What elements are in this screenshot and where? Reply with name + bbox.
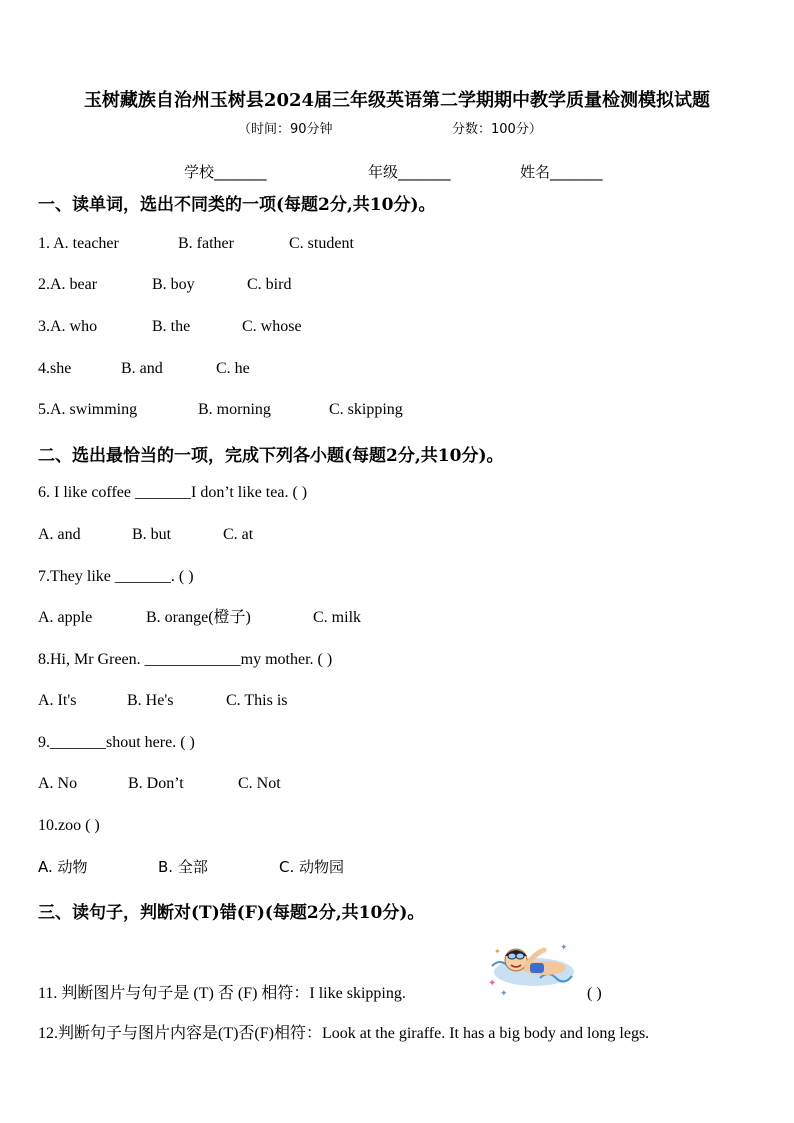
svg-text:✦: ✦ xyxy=(494,947,501,956)
option-b: B. 全部 xyxy=(158,858,208,876)
option-c: C. he xyxy=(216,360,250,377)
question-6-stem: 6. I like coffee _______I don’t like tea. ( ) xyxy=(38,484,308,501)
option-c: C. Not xyxy=(238,775,281,792)
option-a: 5.A. swimming xyxy=(38,401,138,418)
option-c: C. This is xyxy=(226,692,288,709)
option-a: 4.she xyxy=(38,360,72,377)
question-10-stem: 10.zoo ( ) xyxy=(38,817,100,834)
option-a: A. It's xyxy=(38,692,77,709)
school-field: 学校_______ xyxy=(184,163,267,181)
question-7-stem: 7.They like _______. ( ) xyxy=(38,568,194,585)
question-8-stem: 8.Hi, Mr Green. ____________my mother. ( ) xyxy=(38,651,333,668)
option-b: B. and xyxy=(121,360,163,377)
question-12: 12.判断句子与图片内容是(T)否(F)相符：Look at the giraffe. It has a big body and long legs. xyxy=(38,1025,650,1042)
swimming-boy-illustration xyxy=(486,936,576,998)
option-b: B. but xyxy=(132,526,172,543)
option-a: A. No xyxy=(38,775,78,792)
question-9-stem: 9._______shout here. ( ) xyxy=(38,734,195,751)
exam-score: 分数：100分） xyxy=(452,122,542,137)
option-b: B. He's xyxy=(127,692,174,709)
option-c: C. 动物园 xyxy=(279,858,345,876)
option-c: C. whose xyxy=(242,318,302,335)
option-a: 3.A. who xyxy=(38,318,98,335)
grade-field: 年级_______ xyxy=(368,163,451,181)
option-b: B. boy xyxy=(152,276,195,293)
svg-text:✦: ✦ xyxy=(500,988,508,998)
section-2-heading: 二、选出最恰当的一项，完成下列各小题(每题2分,共10分)。 xyxy=(38,446,504,466)
option-c: C. bird xyxy=(247,276,292,293)
option-b: B. Don’t xyxy=(128,775,184,792)
exam-time: （时间：90分钟 xyxy=(238,122,333,137)
option-a: 2.A. bear xyxy=(38,276,98,293)
option-b: B. morning xyxy=(198,401,271,418)
option-a: A. apple xyxy=(38,609,93,626)
option-c: C. student xyxy=(289,235,354,252)
question-11-answer-blank[interactable]: ( ) xyxy=(587,985,602,1002)
section-1-heading: 一、读单词，选出不同类的一项(每题2分,共10分)。 xyxy=(38,195,436,215)
option-b: B. orange(橙子) xyxy=(146,609,251,626)
option-b: B. the xyxy=(152,318,191,335)
option-a: A. 动物 xyxy=(38,858,88,876)
option-c: C. milk xyxy=(313,609,362,626)
option-a: A. and xyxy=(38,526,81,543)
section-3-heading: 三、读句子，判断对(T)错(F)(每题2分,共10分)。 xyxy=(38,903,425,923)
option-a: 1. A. teacher xyxy=(38,235,119,252)
exam-title: 玉树藏族自治州玉树县2024届三年级英语第二学期期中教学质量检测模拟试题 xyxy=(83,90,711,111)
option-c: C. skipping xyxy=(329,401,403,418)
question-11: 11. 判断图片与句子是 (T) 否 (F) 相符：I like skipping. xyxy=(38,985,406,1002)
option-c: C. at xyxy=(223,526,254,543)
name-field: 姓名_______ xyxy=(520,163,603,181)
option-b: B. father xyxy=(178,235,234,252)
svg-text:✦: ✦ xyxy=(560,942,568,952)
svg-text:✦: ✦ xyxy=(488,978,497,989)
